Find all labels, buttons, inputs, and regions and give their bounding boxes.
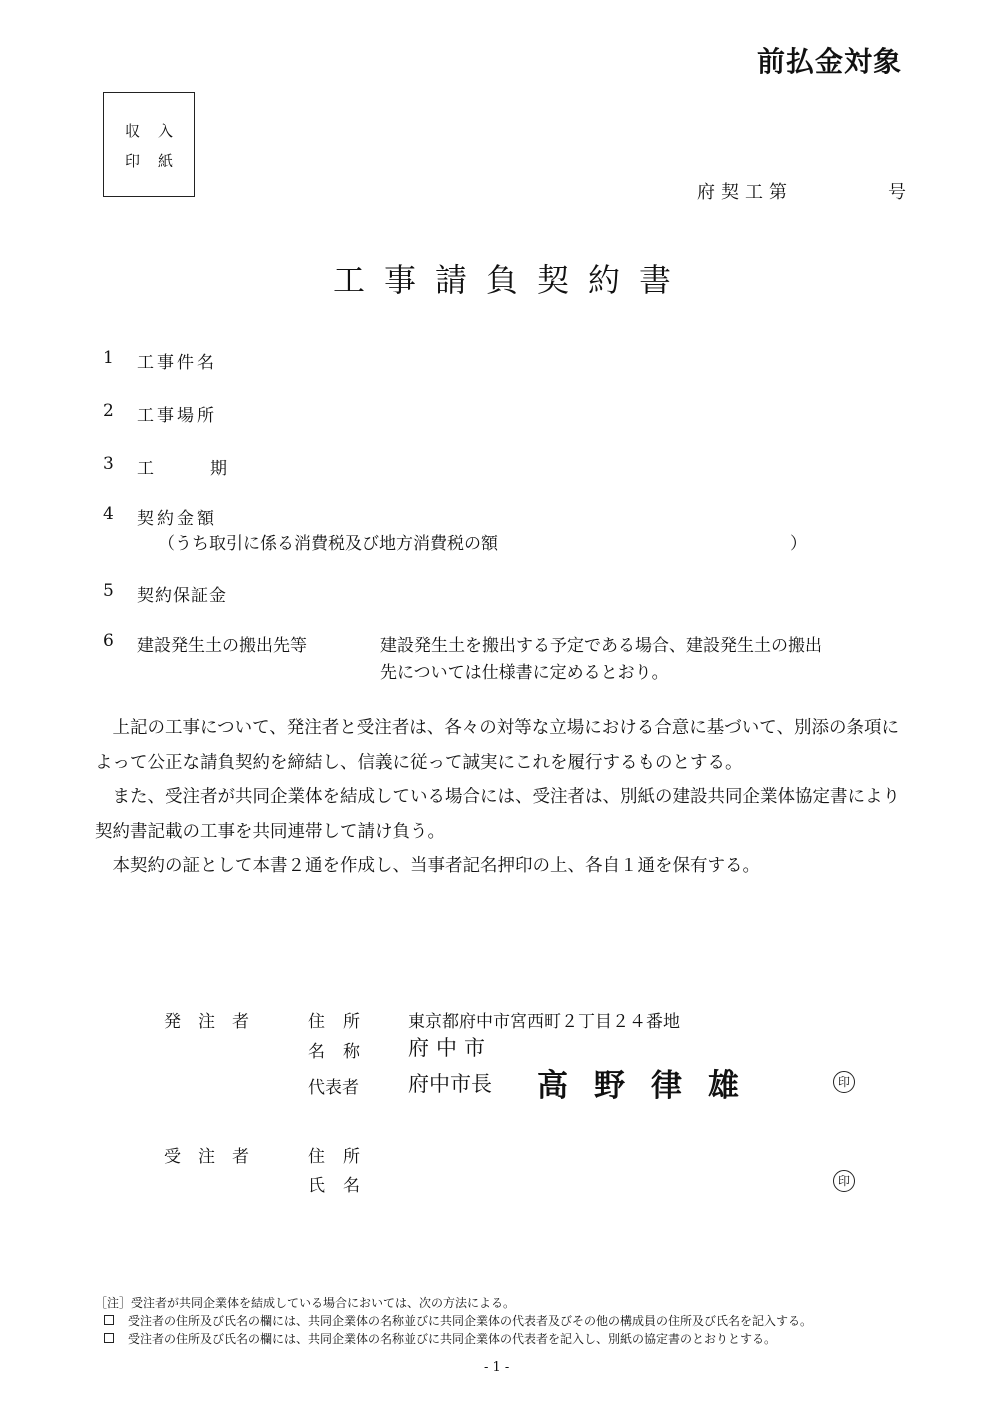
item-label-construction-site: 工事場所	[137, 406, 217, 426]
page-number: - 1 -	[484, 1360, 510, 1375]
checkbox-icon	[104, 1333, 114, 1343]
body-paragraph: 本契約の証として本書２通を作成し、当事者記名押印の上、各自１通を保有する。	[112, 856, 760, 876]
orderer-representative-label: 代表者	[308, 1078, 359, 1098]
surplus-soil-text-line2: 先については仕様書に定めるとおり。	[380, 663, 669, 683]
document-title: 工事請負契約書	[333, 261, 691, 299]
seal-mark: 印	[833, 1170, 855, 1192]
item-label-contract-amount: 契約金額	[137, 509, 217, 529]
surplus-soil-text-line1: 建設発生土を搬出する予定である場合、建設発生土の搬出	[380, 636, 822, 656]
orderer-role-label: 発注者	[164, 1012, 266, 1032]
stamp-label-line1: 収入	[125, 122, 192, 140]
item-number: 1	[103, 348, 114, 368]
item-number: 5	[103, 581, 114, 601]
checkbox-icon	[104, 1315, 114, 1325]
contract-body	[95, 711, 915, 884]
contractor-name-label: 氏名	[308, 1176, 378, 1196]
contract-number-prefix: 府契工第	[697, 182, 793, 203]
item-label-construction-name: 工事件名	[137, 353, 217, 373]
prepayment-label: 前払金対象	[757, 45, 903, 78]
note-item	[104, 1330, 776, 1347]
contract-number-suffix: 号	[888, 182, 906, 203]
note-item-text: 受注者の住所及び氏名の欄には、共同企業体の名称並びに共同企業体の代表者を記入し、別紙の協定書のとおりとする。	[128, 1332, 777, 1346]
body-paragraph: 上記の工事について、発注者と受注者は、各々の対等な立場における合意に基づいて、別添の条項によって公正な請負契約を締結し、信義に従って誠実にこれを履行するものとする。	[95, 718, 899, 773]
orderer-address-label: 住所	[308, 1012, 378, 1032]
orderer-representative-title: 府中市長	[408, 1072, 492, 1096]
item-label-period-part2: 期	[210, 459, 230, 479]
item-number: 6	[103, 631, 114, 651]
item-label-guarantee-deposit: 契約保証金	[137, 586, 227, 606]
tax-amount-close-paren: ）	[790, 534, 807, 554]
item-number: 4	[103, 504, 114, 524]
body-paragraph: また、受注者が共同企業体を結成している場合には、受注者は、別紙の建設共同企業体協定書により契約書記載の工事を共同連帯して請け負う。	[95, 787, 900, 842]
orderer-address-value: 東京都府中市宮西町２丁目２４番地	[408, 1012, 680, 1032]
orderer-name-label: 名称	[308, 1042, 378, 1062]
contractor-role-label: 受注者	[164, 1147, 266, 1167]
tax-amount-note: （うち取引に係る消費税及び地方消費税の額	[158, 534, 498, 554]
note-item-text: 受注者の住所及び氏名の欄には、共同企業体の名称並びに共同企業体の代表者及びその他の構成員の住所及び氏名を記入する。	[128, 1314, 813, 1328]
orderer-name-value: 府中市	[408, 1036, 492, 1060]
stamp-label-line2: 印紙	[125, 152, 192, 170]
revenue-stamp-box	[103, 92, 195, 197]
seal-mark: 印	[833, 1071, 855, 1093]
item-label-surplus-soil: 建設発生土の搬出先等	[137, 636, 307, 656]
item-label-period-part1: 工	[137, 459, 157, 479]
contractor-address-label: 住所	[308, 1147, 378, 1167]
note-item	[104, 1312, 812, 1329]
item-number: 3	[103, 454, 114, 474]
orderer-representative-name: 高野律雄	[537, 1068, 765, 1104]
item-number: 2	[103, 401, 114, 421]
note-heading: ［注］受注者が共同企業体を結成している場合においては、次の方法による。	[95, 1296, 516, 1310]
